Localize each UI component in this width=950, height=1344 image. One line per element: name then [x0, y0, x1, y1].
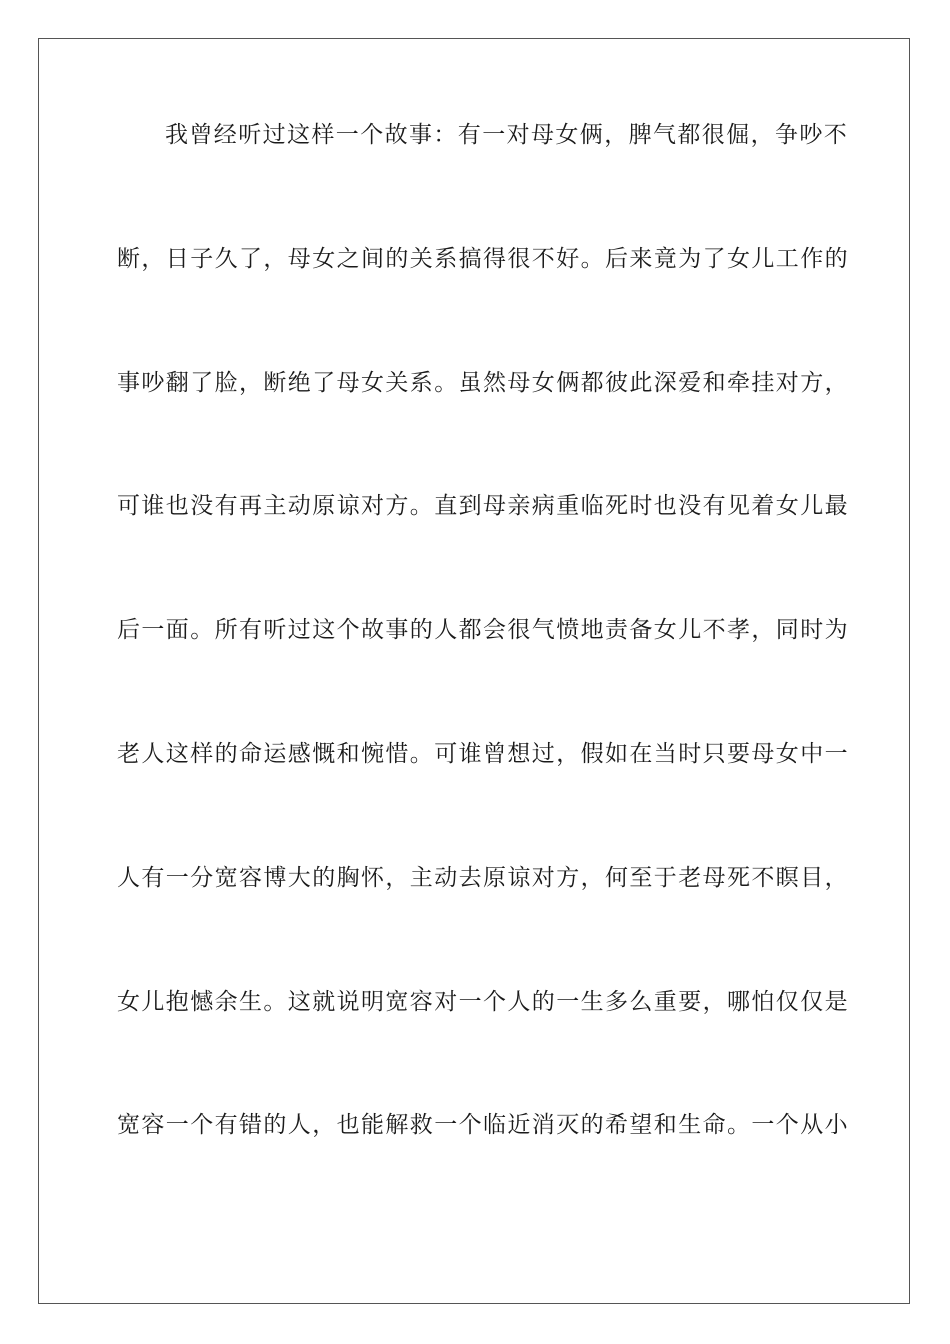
text-line: 我曾经听过这样一个故事：有一对母女俩，脾气都很倔，争吵不 [165, 122, 849, 148]
text-line: 断，日子久了，母女之间的关系搞得很不好。后来竟为了女儿工作的 [117, 245, 849, 272]
text-line: 事吵翻了脸，断绝了母女关系。虽然母女俩都彼此深爱和牵挂对方， [117, 369, 849, 396]
body-paragraph [117, 122, 849, 1238]
text-line: 宽容一个有错的人，也能解救一个临近消灭的希望和生命。一个从小 [117, 1112, 849, 1139]
text-line: 老人这样的命运感慨和惋惜。可谁曾想过，假如在当时只要母女中一 [117, 740, 849, 767]
text-line: 后一面。所有听过这个故事的人都会很气愤地责备女儿不孝，同时为 [117, 617, 849, 644]
text-line: 可谁也没有再主动原谅对方。直到母亲病重临死时也没有见着女儿最 [117, 493, 849, 520]
text-line: 人有一分宽容博大的胸怀，主动去原谅对方，何至于老母死不瞑目， [117, 864, 849, 891]
text-line: 女儿抱憾余生。这就说明宽容对一个人的一生多么重要，哪怕仅仅是 [117, 988, 849, 1015]
